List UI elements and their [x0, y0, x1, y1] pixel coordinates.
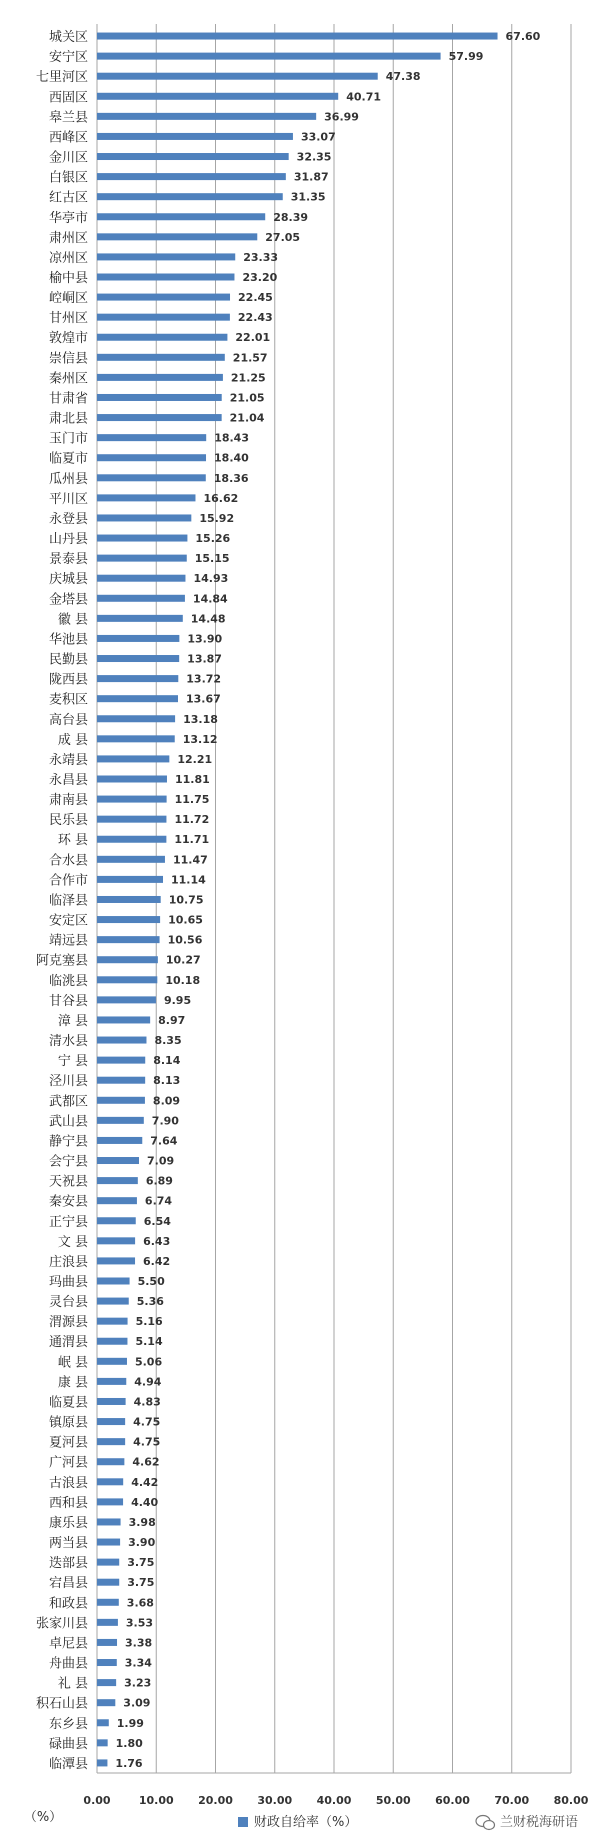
category-label: 会宁县: [48, 1154, 88, 1170]
data-label: 3.38: [125, 1636, 153, 1650]
data-label: 3.53: [125, 1616, 154, 1630]
category-label: 环 县: [57, 833, 88, 849]
category-label: 临夏市: [48, 451, 88, 467]
category-label: 灵台县: [48, 1295, 88, 1311]
bar: [97, 735, 175, 742]
data-label: 15.26: [195, 532, 231, 546]
category-label: 皋兰县: [48, 110, 88, 126]
data-label: 3.68: [126, 1596, 154, 1610]
category-label: 肃南县: [48, 793, 88, 809]
data-label: 36.99: [324, 110, 359, 124]
bar: [97, 93, 338, 100]
category-label: 清水县: [48, 1034, 88, 1050]
category-label: 临洮县: [48, 973, 88, 989]
data-label: 67.60: [505, 30, 541, 44]
category-label: 古浪县: [48, 1475, 88, 1491]
data-label: 21.04: [229, 411, 265, 425]
bar: [97, 1358, 127, 1365]
bar: [97, 414, 222, 421]
data-label: 28.39: [273, 210, 309, 224]
data-label: 7.64: [150, 1134, 178, 1148]
data-label: 15.15: [194, 552, 230, 566]
category-label: 瓜州县: [48, 471, 88, 487]
bar: [97, 615, 183, 622]
category-label: 临泽县: [48, 893, 88, 909]
data-label: 4.75: [133, 1435, 161, 1449]
bar: [97, 274, 234, 281]
x-tick-label: 0.00: [83, 1793, 111, 1807]
category-label: 张家川县: [35, 1616, 88, 1632]
bar: [97, 434, 206, 441]
data-label: 13.67: [185, 692, 221, 706]
category-label: 甘肃省: [48, 391, 88, 407]
bar: [97, 996, 156, 1003]
data-label: 13.87: [187, 652, 222, 666]
data-label: 18.40: [214, 451, 249, 465]
data-label: 6.89: [145, 1174, 173, 1188]
data-label: 6.43: [143, 1234, 171, 1248]
category-label: 甘州区: [48, 311, 88, 327]
bar: [97, 1438, 125, 1445]
data-label: 15.92: [199, 511, 235, 525]
data-label: 18.36: [213, 471, 249, 485]
bar: [97, 956, 158, 963]
category-label: 西和县: [48, 1495, 88, 1511]
category-label: 武山县: [48, 1114, 88, 1130]
category-label: 卓尼县: [48, 1636, 88, 1652]
bar: [97, 1338, 127, 1345]
bar: [97, 796, 167, 803]
bar: [97, 635, 179, 642]
data-label: 10.65: [168, 913, 203, 927]
bar: [97, 1237, 135, 1244]
data-label: 14.48: [190, 612, 226, 626]
data-label: 5.16: [135, 1315, 163, 1329]
x-tick-label: 10.00: [138, 1793, 174, 1807]
data-label: 5.14: [135, 1335, 163, 1349]
category-label: 崇信县: [48, 351, 88, 367]
data-label: 6.54: [143, 1214, 171, 1228]
category-label: 安宁区: [48, 50, 88, 66]
category-label: 镇原县: [48, 1415, 88, 1431]
data-label: 5.36: [136, 1295, 164, 1309]
data-label: 11.81: [174, 773, 210, 786]
data-label: 11.14: [171, 873, 206, 887]
bar: [97, 695, 178, 702]
bar: [97, 1739, 108, 1746]
category-label: 临潭县: [48, 1756, 88, 1772]
bar: [97, 856, 165, 863]
data-label: 4.75: [133, 1415, 161, 1429]
category-label: 正宁县: [48, 1214, 88, 1230]
category-label: 凉州区: [48, 250, 88, 266]
data-label: 11.71: [174, 833, 210, 847]
category-label: 康乐县: [48, 1515, 88, 1531]
category-label: 西峰区: [48, 130, 88, 146]
bar: [97, 334, 227, 341]
data-label: 8.14: [153, 1054, 181, 1068]
bar: [97, 294, 230, 301]
category-label: 礼 县: [57, 1676, 88, 1692]
category-label: 永登县: [48, 511, 88, 527]
data-label: 13.72: [186, 672, 222, 686]
bar: [97, 896, 161, 903]
data-label: 10.27: [165, 953, 201, 967]
category-label: 玉门市: [48, 431, 88, 447]
category-label: 合水县: [48, 853, 88, 869]
category-label: 宁 县: [57, 1054, 88, 1070]
category-label: 夏河县: [48, 1435, 88, 1451]
category-label: 康 县: [57, 1375, 88, 1391]
category-label: 积石山县: [35, 1696, 88, 1712]
category-label: 和政县: [48, 1596, 88, 1612]
data-label: 3.34: [124, 1656, 152, 1670]
data-label: 4.83: [133, 1395, 161, 1409]
category-label: 肃北县: [48, 411, 88, 427]
data-label: 14.93: [193, 572, 229, 586]
bar: [97, 1137, 142, 1144]
category-label: 麦积区: [48, 692, 88, 708]
data-label: 14.84: [192, 592, 228, 606]
bar: [97, 836, 166, 843]
data-label: 3.23: [124, 1676, 152, 1690]
data-label: 4.42: [131, 1475, 159, 1489]
data-label: 13.90: [187, 632, 223, 646]
category-label: 山丹县: [48, 532, 88, 548]
category-label: 肃州区: [48, 230, 88, 246]
bar: [97, 1478, 123, 1485]
bar: [97, 1298, 129, 1305]
category-label: 红古区: [48, 190, 88, 206]
x-tick-label: 20.00: [198, 1793, 233, 1807]
data-label: 21.25: [230, 371, 266, 385]
bar: [97, 936, 160, 943]
data-label: 10.75: [168, 893, 204, 907]
bar: [97, 655, 179, 662]
category-label: 平川区: [48, 491, 88, 507]
data-label: 4.94: [134, 1375, 162, 1389]
bar: [97, 354, 225, 361]
category-label: 武都区: [48, 1094, 88, 1110]
bar: [97, 253, 235, 260]
category-label: 临夏县: [48, 1395, 88, 1411]
bar: [97, 976, 157, 983]
bar: [97, 1659, 117, 1666]
category-label: 陇西县: [48, 672, 88, 688]
category-label: 岷 县: [57, 1355, 88, 1371]
category-label: 广河县: [48, 1455, 88, 1471]
category-label: 民乐县: [48, 813, 88, 829]
category-label: 文 县: [57, 1234, 88, 1250]
bar: [97, 1498, 123, 1505]
bar: [97, 454, 206, 461]
bar: [97, 53, 441, 60]
data-label: 13.18: [183, 712, 218, 726]
data-label: 3.09: [123, 1696, 151, 1710]
data-label: 7.09: [147, 1154, 175, 1168]
category-label: 庄浪县: [48, 1254, 88, 1270]
data-label: 40.71: [346, 90, 382, 104]
data-label: 6.42: [143, 1254, 171, 1268]
bar: [97, 1097, 145, 1104]
bar: [97, 1057, 145, 1064]
category-label: 靖远县: [48, 933, 88, 949]
bar: [97, 1518, 121, 1525]
category-label: 崆峒区: [48, 291, 88, 307]
category-label: 静宁县: [48, 1134, 88, 1150]
bar: [97, 1418, 125, 1425]
bar: [97, 776, 167, 783]
data-label: 6.74: [144, 1194, 173, 1208]
data-label: 1.99: [116, 1716, 144, 1730]
data-label: 1.76: [115, 1756, 143, 1770]
data-label: 11.75: [174, 793, 210, 807]
category-label: 两当县: [48, 1536, 88, 1552]
bar: [97, 876, 163, 883]
category-label: 华亭市: [48, 210, 88, 226]
category-label: 泾川县: [48, 1074, 88, 1090]
category-label: 高台县: [48, 712, 88, 728]
bar: [97, 1257, 135, 1264]
bar: [97, 494, 195, 501]
x-tick-label: 50.00: [375, 1793, 411, 1807]
category-label: 景泰县: [48, 552, 88, 568]
data-label: 57.99: [448, 50, 484, 64]
data-label: 3.75: [127, 1576, 155, 1590]
category-label: 庆城县: [48, 572, 88, 588]
category-label: 华池县: [48, 632, 88, 648]
data-label: 27.05: [265, 230, 301, 244]
category-label: 秦安县: [48, 1194, 88, 1210]
data-label: 16.62: [203, 491, 239, 505]
category-label: 合作市: [48, 873, 88, 889]
category-label: 西固区: [48, 90, 88, 106]
category-label: 东乡县: [48, 1716, 88, 1732]
bar: [97, 1318, 128, 1325]
bar: [97, 173, 286, 180]
x-tick-label: 40.00: [316, 1793, 352, 1807]
bar: [97, 575, 185, 582]
data-label: 9.95: [163, 993, 192, 1007]
bar: [97, 1679, 116, 1686]
bar: [97, 1759, 107, 1766]
bar: [97, 374, 223, 381]
bar: [97, 1157, 139, 1164]
data-label: 23.33: [243, 250, 279, 264]
bar: [97, 1699, 115, 1706]
bar: [97, 1378, 126, 1385]
bar: [97, 1559, 119, 1566]
category-label: 阿克塞县: [35, 953, 88, 969]
data-label: 4.40: [131, 1495, 159, 1509]
data-label: 3.90: [128, 1536, 156, 1550]
bar: [97, 1599, 119, 1606]
data-label: 3.75: [127, 1556, 155, 1570]
category-label: 金塔县: [48, 592, 88, 608]
legend: [238, 1814, 357, 1830]
bar: [97, 113, 316, 120]
category-label: 成 县: [57, 732, 88, 748]
bar: [97, 394, 222, 401]
data-label: 22.01: [235, 331, 271, 345]
data-label: 21.57: [232, 351, 268, 365]
data-label: 11.47: [172, 853, 208, 867]
legend-swatch: [238, 1817, 248, 1827]
bar: [97, 1217, 136, 1224]
bar: [97, 133, 293, 140]
data-label: 10.56: [167, 933, 203, 947]
data-label: 22.43: [237, 311, 273, 325]
x-tick-label: 80.00: [553, 1793, 589, 1807]
bar: [97, 193, 283, 200]
bar: [97, 535, 187, 542]
bar: [97, 1016, 150, 1023]
bar: [97, 1458, 124, 1465]
bar: [97, 1398, 126, 1405]
x-tick-label: 70.00: [494, 1793, 530, 1807]
bar: [97, 1197, 137, 1204]
category-label: 通渭县: [48, 1335, 88, 1351]
category-label: 漳 县: [57, 1013, 88, 1029]
bar: [97, 1278, 130, 1285]
data-label: 21.05: [229, 391, 265, 405]
bar: [97, 595, 185, 602]
bar: [97, 1579, 119, 1586]
category-label: 敦煌市: [48, 331, 88, 347]
category-label: 城关区: [48, 30, 88, 46]
data-label: 5.50: [137, 1275, 165, 1288]
data-label: 32.35: [296, 150, 332, 164]
legend-label: 财政自给率（%）: [254, 1815, 358, 1830]
category-label: 甘谷县: [48, 993, 88, 1009]
category-label: 安定区: [48, 913, 88, 929]
data-label: 11.72: [174, 813, 210, 827]
bar: [97, 474, 206, 481]
data-label: 5.06: [134, 1355, 163, 1369]
category-label: 碌曲县: [48, 1736, 88, 1752]
data-label: 8.13: [153, 1074, 181, 1088]
x-axis-tick-labels: [83, 1794, 588, 1807]
data-label: 12.21: [177, 752, 213, 766]
category-label: 天祝县: [48, 1174, 88, 1190]
data-label: 18.43: [214, 431, 249, 445]
data-label: 47.38: [385, 70, 421, 84]
category-label: 金川区: [48, 150, 88, 166]
bar: [97, 1077, 145, 1084]
bar: [97, 916, 160, 923]
bar: [97, 73, 378, 80]
bar: [97, 1719, 109, 1726]
data-label: 4.62: [132, 1455, 160, 1469]
data-label: 23.20: [242, 271, 278, 284]
category-label: 舟曲县: [48, 1656, 88, 1672]
data-label: 31.87: [293, 170, 329, 184]
bar: [97, 1177, 138, 1184]
bar: [97, 755, 169, 762]
bar: [97, 1539, 120, 1546]
data-label: 3.98: [128, 1515, 156, 1529]
data-label: 22.45: [238, 291, 273, 305]
data-label: 8.97: [158, 1013, 186, 1027]
bar: [97, 675, 178, 682]
category-label: 永靖县: [48, 752, 88, 768]
bar: [97, 233, 257, 240]
data-label: 8.35: [154, 1034, 182, 1048]
bar: [97, 314, 230, 321]
data-label: 31.35: [290, 190, 326, 204]
data-label: 7.90: [151, 1114, 179, 1128]
category-label: 秦州区: [48, 371, 88, 387]
x-tick-label: 60.00: [435, 1793, 470, 1807]
bar: [97, 1117, 144, 1124]
data-label: 33.07: [300, 130, 336, 144]
bar: [97, 514, 191, 521]
bar: [97, 213, 265, 220]
data-label: 1.80: [115, 1736, 143, 1750]
category-label: 七里河区: [35, 70, 88, 86]
category-label: 榆中县: [48, 271, 88, 286]
bar: [97, 153, 289, 160]
bar: [97, 1639, 117, 1646]
bar: [97, 816, 166, 823]
category-label: 白银区: [48, 170, 88, 186]
bar: [97, 555, 187, 562]
category-label: 渭源县: [48, 1315, 88, 1331]
bar: [97, 715, 175, 722]
x-tick-label: 30.00: [257, 1793, 293, 1807]
watermark-text: 兰财税海研语: [500, 1815, 579, 1830]
category-label: 宕昌县: [48, 1576, 88, 1592]
data-label: 10.18: [165, 973, 201, 987]
category-label: 徽 县: [57, 612, 88, 628]
category-label: 玛曲县: [48, 1275, 88, 1290]
x-axis-unit-label: （%）: [23, 1810, 63, 1825]
category-label: 迭部县: [48, 1556, 88, 1572]
bar: [97, 1619, 118, 1626]
category-label: 民勤县: [48, 652, 88, 668]
category-label: 永昌县: [48, 773, 88, 788]
data-label: 8.09: [152, 1094, 181, 1108]
bar: [97, 33, 498, 40]
data-label: 13.12: [182, 732, 218, 746]
bar: [97, 1037, 146, 1044]
